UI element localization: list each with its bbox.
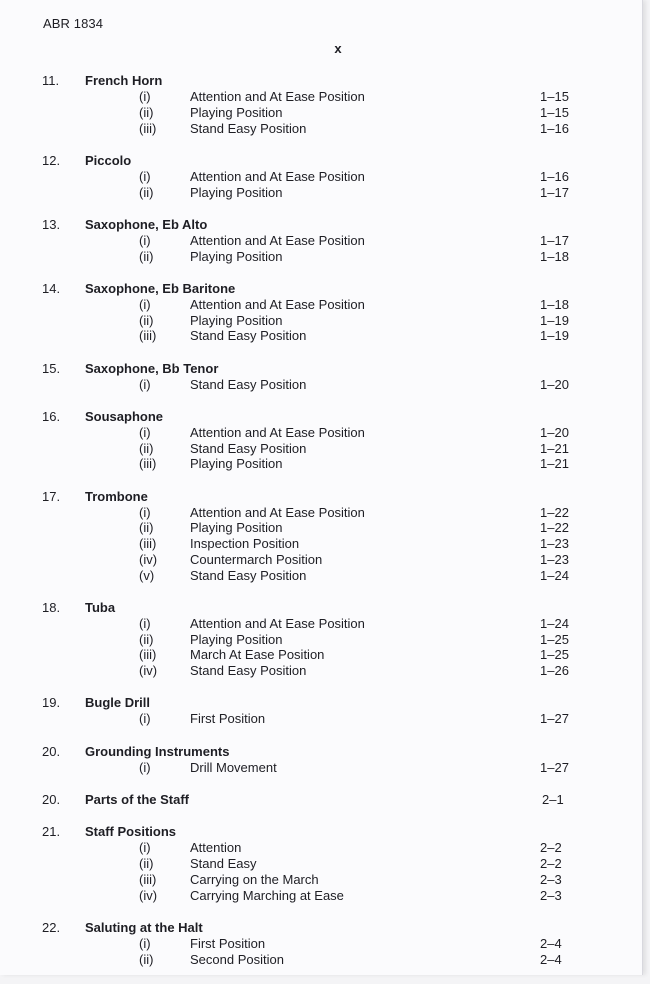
toc-section — [0, 695, 642, 727]
section-number: 20. — [42, 743, 61, 759]
entry-title: Stand Easy — [190, 856, 257, 871]
entry-title: Attention and At Ease Position — [190, 296, 365, 312]
entry-title: Playing Position — [190, 456, 283, 472]
section-heading — [0, 281, 642, 297]
page-number: x — [334, 41, 342, 56]
toc-entry — [0, 711, 642, 727]
toc-section — [0, 489, 642, 584]
toc-entry — [0, 663, 642, 679]
toc-section — [0, 744, 642, 776]
entry-number: (ii) — [139, 184, 154, 200]
entry-number: (iii) — [139, 120, 157, 136]
section-heading — [0, 217, 642, 233]
entry-title: Attention and At Ease Position — [190, 615, 365, 631]
entry-title: Attention and At Ease Position — [190, 232, 365, 248]
toc-section — [0, 217, 642, 265]
toc-section — [0, 73, 642, 136]
entry-number: (v) — [139, 567, 155, 583]
section-number: 12. — [42, 152, 61, 168]
entry-page: 1–19 — [540, 328, 569, 344]
toc-entry — [0, 505, 642, 521]
entry-page: 1–15 — [540, 104, 569, 120]
toc-entry — [0, 760, 642, 776]
entry-title: March At Ease Position — [190, 647, 325, 663]
toc-entry — [0, 888, 642, 904]
entry-page: 1–18 — [540, 296, 569, 312]
entry-title: Carrying on the March — [190, 871, 319, 887]
toc-section — [0, 920, 642, 968]
entry-page: 1–16 — [540, 168, 569, 184]
toc-entry — [0, 936, 642, 952]
section-heading — [0, 361, 642, 377]
entry-page: 1–21 — [540, 456, 569, 472]
entry-title: Playing Position — [190, 312, 283, 328]
entry-title: Inspection Position — [190, 536, 300, 551]
toc-entry — [0, 647, 642, 663]
entry-page: 1–24 — [540, 615, 569, 631]
entry-page: 1–16 — [540, 120, 569, 136]
toc-entry — [0, 552, 642, 568]
toc-entry — [0, 297, 642, 313]
toc-entry — [0, 632, 642, 648]
entry-page: 1–22 — [540, 504, 569, 520]
entry-number: (ii) — [139, 248, 154, 264]
entry-number: (ii) — [139, 312, 154, 328]
entry-page: 1–24 — [540, 567, 569, 583]
section-heading — [0, 489, 642, 505]
entry-title: Attention and At Ease Position — [190, 504, 365, 520]
entry-page: 1–19 — [540, 312, 569, 328]
entry-title: Playing Position — [190, 520, 283, 536]
toc-entry — [0, 520, 642, 536]
toc-entry — [0, 456, 642, 472]
toc-entry — [0, 377, 642, 393]
entry-number: (i) — [139, 424, 151, 440]
entry-title: Stand Easy Position — [190, 440, 307, 456]
toc-section — [0, 792, 642, 808]
entry-page: 1–20 — [540, 424, 569, 440]
entry-number: (i) — [139, 935, 151, 951]
entry-number: (iii) — [139, 456, 157, 472]
entry-number: (i) — [139, 296, 151, 312]
section-number: 13. — [42, 216, 61, 232]
toc-entry — [0, 328, 642, 344]
section-heading — [0, 824, 642, 840]
section-number: 20. — [42, 791, 61, 807]
section-heading — [0, 600, 642, 616]
entry-page: 1–15 — [540, 89, 569, 104]
section-title: Staff Positions — [85, 824, 177, 840]
entry-page: 1–20 — [540, 376, 569, 392]
entry-page: 2–4 — [540, 935, 562, 951]
entry-page: 2–3 — [540, 871, 562, 887]
toc-entry — [0, 425, 642, 441]
entry-number: (ii) — [139, 440, 154, 456]
section-title: Saxophone, Bb Tenor — [85, 360, 219, 376]
section-title: Piccolo — [85, 152, 132, 168]
entry-number: (ii) — [139, 631, 154, 647]
section-heading — [0, 73, 642, 89]
entry-title: Playing Position — [190, 104, 283, 120]
entry-number: (iii) — [139, 647, 157, 663]
entry-number: (ii) — [139, 856, 154, 871]
section-title: Trombone — [85, 488, 148, 504]
toc-entry — [0, 441, 642, 457]
entry-page: 1–25 — [540, 631, 569, 647]
toc-section — [0, 824, 642, 903]
toc-entry — [0, 872, 642, 888]
section-title: Saluting at the Halt — [85, 919, 203, 935]
entry-title: First Position — [190, 711, 266, 727]
entry-title: Playing Position — [190, 631, 283, 647]
entry-number: (i) — [139, 376, 151, 392]
entry-title: Stand Easy Position — [190, 663, 307, 678]
entry-number: (i) — [139, 615, 151, 631]
entry-title: Attention and At Ease Position — [190, 424, 365, 440]
toc-entry — [0, 185, 642, 201]
entry-title: Attention and At Ease Position — [190, 89, 365, 104]
entry-page: 1–27 — [540, 711, 569, 727]
toc-entry — [0, 536, 642, 552]
entry-number: (ii) — [139, 104, 154, 120]
toc-entry — [0, 169, 642, 185]
toc-entry — [0, 121, 642, 137]
entry-page: 2–2 — [540, 840, 562, 856]
entry-number: (ii) — [139, 951, 154, 967]
toc-entry — [0, 313, 642, 329]
entry-page: 1–18 — [540, 248, 569, 264]
entry-title: Playing Position — [190, 248, 283, 264]
section-title: Saxophone, Eb Baritone — [85, 280, 236, 296]
entry-number: (iii) — [139, 871, 157, 887]
entry-number: (iv) — [139, 887, 158, 903]
entry-page: 1–23 — [540, 536, 569, 551]
toc-entry — [0, 249, 642, 265]
toc-section — [0, 361, 642, 393]
entry-page: 1–22 — [540, 520, 569, 536]
entry-number: (iv) — [139, 663, 158, 678]
entry-page: 1–21 — [540, 440, 569, 456]
toc-entry — [0, 89, 642, 105]
entry-title: Attention — [190, 840, 242, 856]
section-title: Bugle Drill — [85, 695, 151, 711]
toc-entry — [0, 568, 642, 584]
entry-title: Stand Easy Position — [190, 376, 307, 392]
entry-page: 2–4 — [540, 951, 562, 967]
entry-page: 1–17 — [540, 232, 569, 248]
section-title: Grounding Instruments — [85, 743, 230, 759]
section-heading — [0, 920, 642, 936]
section-number: 17. — [42, 488, 61, 504]
toc-section — [0, 600, 642, 679]
toc-entry — [0, 616, 642, 632]
entry-number: (i) — [139, 711, 151, 727]
entry-page: 1–27 — [540, 759, 569, 775]
entry-page: 1–17 — [540, 184, 569, 200]
entry-page: 1–25 — [540, 647, 569, 663]
entry-title: Attention and At Ease Position — [190, 168, 365, 184]
table-of-contents — [0, 73, 642, 984]
entry-number: (ii) — [139, 520, 154, 536]
section-heading — [0, 695, 642, 711]
entry-page: 1–23 — [540, 551, 569, 567]
toc-section — [0, 153, 642, 201]
entry-number: (iv) — [139, 551, 158, 567]
entry-title: Stand Easy Position — [190, 120, 307, 136]
entry-title: First Position — [190, 935, 266, 951]
section-title: Tuba — [85, 599, 116, 615]
section-number: 22. — [42, 919, 61, 935]
entry-number: (i) — [139, 759, 151, 775]
section-number: 11. — [42, 73, 60, 88]
section-number: 14. — [42, 280, 61, 296]
document-reference: ABR 1834 — [43, 16, 104, 31]
entry-number: (i) — [139, 89, 151, 104]
toc-section — [0, 409, 642, 472]
section-title: French Horn — [85, 73, 163, 88]
entry-page: 2–3 — [540, 887, 562, 903]
section-number: 18. — [42, 599, 61, 615]
section-number: 19. — [42, 695, 61, 711]
section-number: 21. — [42, 824, 61, 840]
toc-entry — [0, 856, 642, 872]
toc-entry — [0, 233, 642, 249]
section-page: 2–1 — [542, 791, 564, 807]
toc-entry — [0, 952, 642, 968]
section-title: Sousaphone — [85, 408, 164, 424]
section-number: 15. — [42, 360, 61, 376]
section-heading — [0, 792, 642, 808]
entry-number: (iii) — [139, 536, 157, 551]
entry-title: Stand Easy Position — [190, 328, 307, 344]
entry-page: 2–2 — [540, 856, 562, 871]
entry-title: Stand Easy Position — [190, 567, 307, 583]
entry-number: (i) — [139, 504, 151, 520]
section-heading — [0, 744, 642, 760]
section-number: 16. — [42, 408, 61, 424]
section-heading — [0, 153, 642, 169]
entry-number: (iii) — [139, 328, 157, 344]
toc-section — [0, 281, 642, 344]
section-title: Parts of the Staff — [85, 791, 190, 807]
entry-title: Carrying Marching at Ease — [190, 887, 344, 903]
section-heading — [0, 409, 642, 425]
toc-entry — [0, 840, 642, 856]
entry-page: 1–26 — [540, 663, 569, 678]
entry-title: Countermarch Position — [190, 551, 323, 567]
section-title: Saxophone, Eb Alto — [85, 216, 208, 232]
entry-title: Second Position — [190, 951, 284, 967]
entry-number: (i) — [139, 168, 151, 184]
entry-title: Playing Position — [190, 184, 283, 200]
entry-number: (i) — [139, 840, 151, 856]
entry-title: Drill Movement — [190, 759, 277, 775]
entry-number: (i) — [139, 232, 151, 248]
toc-entry — [0, 105, 642, 121]
